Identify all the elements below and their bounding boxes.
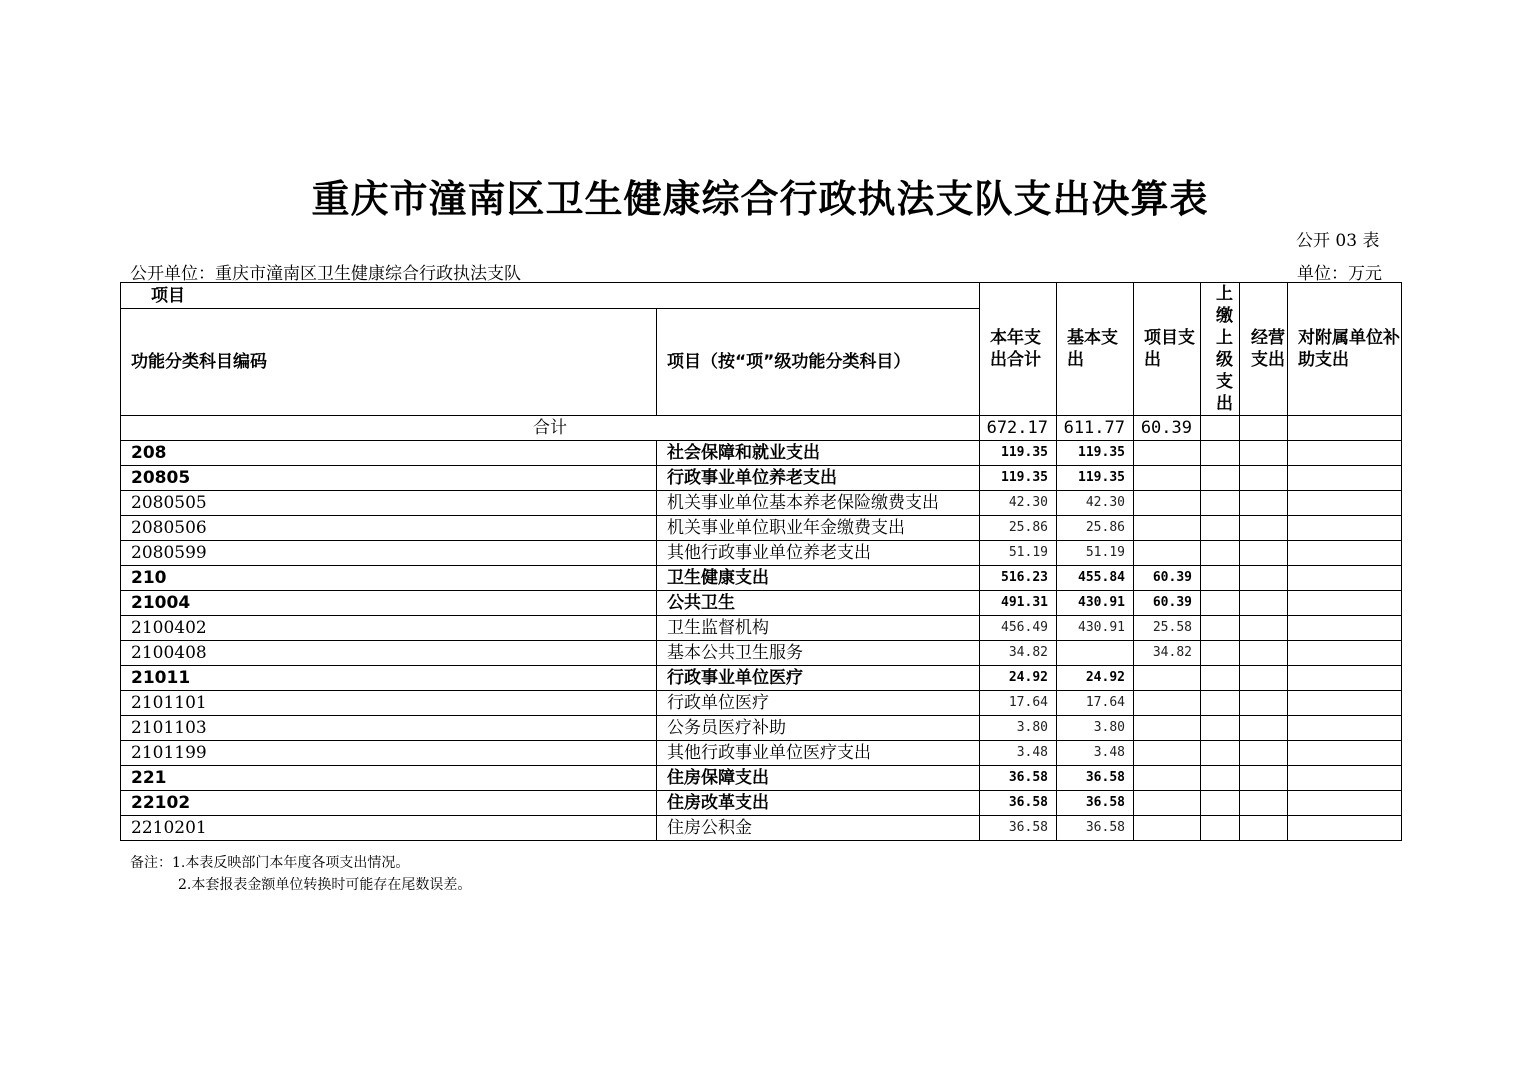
cell-code: 2080505: [121, 491, 657, 516]
cell-total: 3.48: [980, 741, 1057, 766]
cell-basic: 3.80: [1057, 716, 1134, 741]
page-title: 重庆市潼南区卫生健康综合行政执法支队支出决算表: [311, 177, 1209, 221]
cell-code: 2080506: [121, 516, 657, 541]
cell-basic: 119.35: [1057, 441, 1134, 466]
cell-name: 卫生健康支出: [657, 566, 980, 591]
cell-name: 住房改革支出: [657, 791, 980, 816]
table-row: [121, 666, 1402, 691]
cell-business: [1240, 616, 1288, 641]
cell-total: 25.86: [980, 516, 1057, 541]
cell-total: 491.31: [980, 591, 1057, 616]
cell-subsidy: [1288, 641, 1402, 666]
cell-subsidy: [1288, 491, 1402, 516]
cell-basic: 24.92: [1057, 666, 1134, 691]
table-row: [121, 691, 1402, 716]
total-row: [121, 416, 1402, 441]
cell-subsidy: [1288, 616, 1402, 641]
table-row: [121, 491, 1402, 516]
cell-basic: 17.64: [1057, 691, 1134, 716]
cell-proj: 60.39: [1134, 591, 1201, 616]
cell-name: 基本公共卫生服务: [657, 641, 980, 666]
cell-subsidy: [1288, 591, 1402, 616]
cell-total: 51.19: [980, 541, 1057, 566]
cell-business: [1240, 741, 1288, 766]
total-row-upper: [1201, 416, 1240, 441]
header-subsidy: 对附属单位补助支出: [1288, 283, 1402, 416]
reporting-unit: 公开单位：重庆市潼南区卫生健康综合行政执法支队: [130, 264, 521, 284]
cell-proj: [1134, 791, 1201, 816]
cell-subsidy: [1288, 666, 1402, 691]
total-row-project: 60.39: [1134, 416, 1201, 441]
table-row: [121, 741, 1402, 766]
cell-total: 42.30: [980, 491, 1057, 516]
table-row: [121, 716, 1402, 741]
cell-name: 机关事业单位职业年金缴费支出: [657, 516, 980, 541]
total-row-business: [1240, 416, 1288, 441]
cell-business: [1240, 641, 1288, 666]
cell-proj: [1134, 716, 1201, 741]
total-row-subsidy: [1288, 416, 1402, 441]
cell-total: 516.23: [980, 566, 1057, 591]
cell-proj: [1134, 516, 1201, 541]
cell-business: [1240, 691, 1288, 716]
cell-business: [1240, 816, 1288, 841]
header-project-expense: 项目支出: [1134, 283, 1201, 416]
table-row: [121, 466, 1402, 491]
cell-total: 119.35: [980, 466, 1057, 491]
cell-code: 210: [121, 566, 657, 591]
cell-upper: [1201, 441, 1240, 466]
cell-basic: 3.48: [1057, 741, 1134, 766]
cell-subsidy: [1288, 716, 1402, 741]
cell-total: 36.58: [980, 816, 1057, 841]
cell-code: 208: [121, 441, 657, 466]
cell-code: 2100408: [121, 641, 657, 666]
cell-total: 36.58: [980, 766, 1057, 791]
table-row: [121, 641, 1402, 666]
cell-total: 3.80: [980, 716, 1057, 741]
total-row-basic: 611.77: [1057, 416, 1134, 441]
cell-code: 2101101: [121, 691, 657, 716]
cell-business: [1240, 716, 1288, 741]
table-row: [121, 441, 1402, 466]
currency-unit: 单位：万元: [1297, 264, 1382, 284]
cell-upper: [1201, 516, 1240, 541]
cell-name: 卫生监督机构: [657, 616, 980, 641]
cell-code: 21011: [121, 666, 657, 691]
cell-subsidy: [1288, 541, 1402, 566]
cell-upper: [1201, 616, 1240, 641]
cell-upper: [1201, 816, 1240, 841]
cell-basic: 430.91: [1057, 591, 1134, 616]
cell-business: [1240, 591, 1288, 616]
cell-basic: 455.84: [1057, 566, 1134, 591]
cell-subsidy: [1288, 516, 1402, 541]
table-row: [121, 516, 1402, 541]
cell-business: [1240, 541, 1288, 566]
cell-proj: [1134, 816, 1201, 841]
cell-business: [1240, 791, 1288, 816]
cell-proj: 25.58: [1134, 616, 1201, 641]
cell-upper: [1201, 741, 1240, 766]
cell-code: 20805: [121, 466, 657, 491]
note-line-2: 2.本套报表金额单位转换时可能存在尾数误差。: [178, 877, 472, 893]
cell-total: 17.64: [980, 691, 1057, 716]
expenditure-table: [120, 282, 1402, 841]
cell-basic: 42.30: [1057, 491, 1134, 516]
cell-basic: 25.86: [1057, 516, 1134, 541]
cell-subsidy: [1288, 441, 1402, 466]
cell-upper: [1201, 491, 1240, 516]
cell-upper: [1201, 666, 1240, 691]
cell-proj: [1134, 466, 1201, 491]
cell-total: 456.49: [980, 616, 1057, 641]
cell-upper: [1201, 641, 1240, 666]
cell-business: [1240, 441, 1288, 466]
cell-name: 行政单位医疗: [657, 691, 980, 716]
header-project: 项目: [121, 283, 980, 309]
cell-total: 36.58: [980, 791, 1057, 816]
header-basic: 基本支出: [1057, 283, 1134, 416]
cell-business: [1240, 491, 1288, 516]
cell-code: 2080599: [121, 541, 657, 566]
cell-name: 社会保障和就业支出: [657, 441, 980, 466]
cell-name: 公务员医疗补助: [657, 716, 980, 741]
table-row: [121, 541, 1402, 566]
cell-name: 行政事业单位养老支出: [657, 466, 980, 491]
note-line-1: 备注：1.本表反映部门本年度各项支出情况。: [130, 855, 410, 871]
cell-basic: 36.58: [1057, 791, 1134, 816]
cell-basic: 36.58: [1057, 816, 1134, 841]
cell-proj: [1134, 491, 1201, 516]
cell-proj: 60.39: [1134, 566, 1201, 591]
header-upper: 上缴上级支出: [1201, 283, 1240, 416]
cell-name: 住房公积金: [657, 816, 980, 841]
cell-name: 机关事业单位基本养老保险缴费支出: [657, 491, 980, 516]
cell-subsidy: [1288, 466, 1402, 491]
cell-name: 公共卫生: [657, 591, 980, 616]
cell-upper: [1201, 541, 1240, 566]
cell-proj: [1134, 691, 1201, 716]
cell-upper: [1201, 591, 1240, 616]
cell-subsidy: [1288, 691, 1402, 716]
header-code: 功能分类科目编码: [121, 309, 657, 416]
cell-upper: [1201, 466, 1240, 491]
cell-basic: 430.91: [1057, 616, 1134, 641]
cell-proj: [1134, 741, 1201, 766]
cell-total: 34.82: [980, 641, 1057, 666]
cell-subsidy: [1288, 791, 1402, 816]
cell-proj: [1134, 666, 1201, 691]
cell-subsidy: [1288, 816, 1402, 841]
cell-subsidy: [1288, 566, 1402, 591]
cell-upper: [1201, 716, 1240, 741]
cell-upper: [1201, 766, 1240, 791]
header-name: 项目（按“项”级功能分类科目）: [657, 309, 980, 416]
total-label: 合计: [121, 416, 980, 441]
cell-name: 行政事业单位医疗: [657, 666, 980, 691]
cell-business: [1240, 516, 1288, 541]
cell-business: [1240, 566, 1288, 591]
table-row: [121, 616, 1402, 641]
cell-name: 其他行政事业单位养老支出: [657, 541, 980, 566]
table-row: [121, 591, 1402, 616]
table-row: [121, 791, 1402, 816]
cell-business: [1240, 666, 1288, 691]
cell-code: 221: [121, 766, 657, 791]
cell-name: 住房保障支出: [657, 766, 980, 791]
cell-code: 2210201: [121, 816, 657, 841]
cell-code: 21004: [121, 591, 657, 616]
cell-total: 119.35: [980, 441, 1057, 466]
header-total: 本年支出合计: [980, 283, 1057, 416]
cell-upper: [1201, 566, 1240, 591]
cell-upper: [1201, 791, 1240, 816]
cell-code: 2101199: [121, 741, 657, 766]
cell-code: 22102: [121, 791, 657, 816]
table-row: [121, 766, 1402, 791]
cell-total: 24.92: [980, 666, 1057, 691]
cell-code: 2100402: [121, 616, 657, 641]
cell-subsidy: [1288, 766, 1402, 791]
notes: [130, 852, 471, 896]
cell-basic: 51.19: [1057, 541, 1134, 566]
cell-proj: [1134, 766, 1201, 791]
total-row-total: 672.17: [980, 416, 1057, 441]
table-number: 公开 03 表: [1296, 231, 1380, 251]
cell-subsidy: [1288, 741, 1402, 766]
cell-proj: [1134, 541, 1201, 566]
cell-name: 其他行政事业单位医疗支出: [657, 741, 980, 766]
table-row: [121, 816, 1402, 841]
header-business: 经营支出: [1240, 283, 1288, 416]
cell-code: 2101103: [121, 716, 657, 741]
table-row: [121, 566, 1402, 591]
cell-basic: 36.58: [1057, 766, 1134, 791]
cell-basic: 119.35: [1057, 466, 1134, 491]
cell-business: [1240, 766, 1288, 791]
cell-proj: [1134, 441, 1201, 466]
cell-upper: [1201, 691, 1240, 716]
cell-basic: [1057, 641, 1134, 666]
cell-business: [1240, 466, 1288, 491]
cell-proj: 34.82: [1134, 641, 1201, 666]
